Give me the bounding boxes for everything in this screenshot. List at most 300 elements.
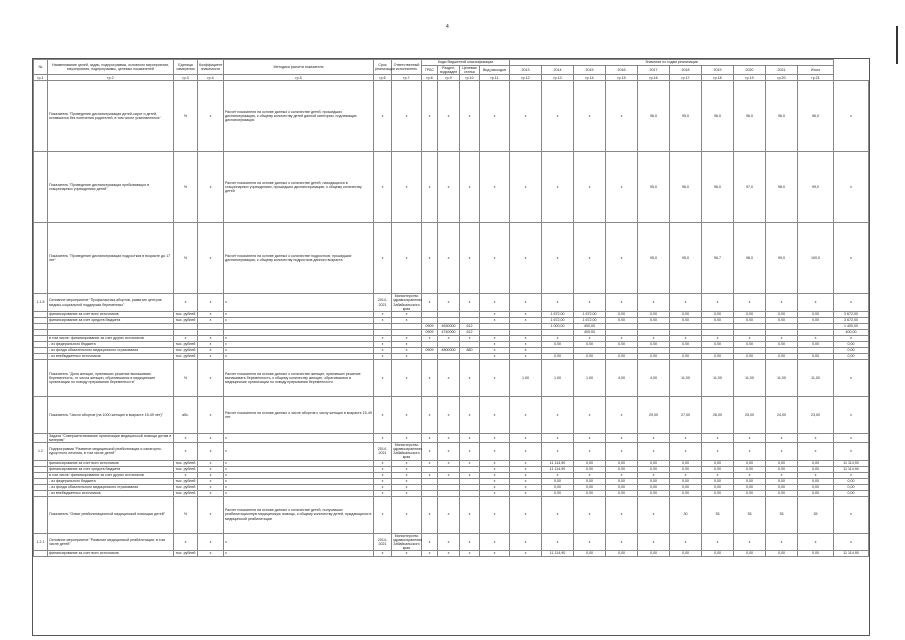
cell-term: х [374,484,392,490]
cell-value: х [734,533,766,551]
cell-value: х [510,396,542,433]
cell-name: финансирование за счет всех источников [48,311,174,317]
cell-value: 1 400,00 [834,323,869,329]
cell-name: в том числе: финансирование за счет других источников [48,335,174,341]
cell-c4: х [480,433,510,442]
cell-c1: х [422,433,438,442]
cell-c2: 4630000 [438,323,460,329]
cell-value: 0,00 [670,317,702,323]
cell-value: 0,00 [766,466,798,472]
cell-resp: х [392,484,422,490]
cell-value: х [542,533,574,551]
cell-value: 1 000,00 [542,323,574,329]
cell-resp: х [392,317,422,323]
cell-c1: х [422,396,438,433]
cell-method: х [224,478,374,484]
table-row [34,81,869,152]
column-number-cell: гр.16 [638,75,670,81]
cell-c4: х [480,472,510,478]
column-number-cell: гр.10 [460,75,480,81]
cell-value: 0,00 [606,311,638,317]
header-cell: 2017 [638,66,670,75]
cell-resp: Министерство здравоохранения Забайкальского края [393,533,423,550]
cell-c1: х [422,551,438,557]
cell-value: 0,00 [702,466,734,472]
cell-value: х [834,223,869,294]
cell-no [34,496,48,533]
cell-c1: 0909 [422,347,438,353]
cell-value: х [574,335,606,341]
cell-value: х [638,335,670,341]
cell-value: х [510,335,542,341]
cell-value: 0,00 [574,490,606,496]
cell-value: 11 114,90 [542,466,574,472]
cell-value: х [510,533,542,551]
column-number-cell: гр.12 [510,75,542,81]
cell-value: х [574,294,606,312]
cell-value: х [834,359,869,396]
cell-value: х [542,443,574,461]
table-body [34,81,869,557]
header-cell: Вид расходов [480,66,510,75]
cell-c4: х [480,359,510,396]
cell-method: х [224,341,374,347]
cell-value: 1,00 [542,359,574,396]
cell-value: 0,00 [606,551,638,557]
cell-value: 0,00 [798,551,834,557]
cell-value: 0,00 [766,353,798,359]
cell-value: х [834,433,869,442]
cell-c4: х [480,353,510,359]
cell-c1: х [422,472,438,478]
cell-value: 0,00 [834,484,869,490]
cell-c4: х [480,311,510,317]
cell-method: х [224,294,374,312]
cell-value: 0,00 [606,484,638,490]
cell-method: Расчет показателя на основе данных о количестве детей, находящихся в стационарных учреждениях, прошедших диспансеризацию, к общему количеству детей [224,152,374,223]
cell-value: 0,00 [834,341,869,347]
cell-value: 0,00 [702,353,734,359]
cell-value: х [510,466,542,472]
cell-name: - из федерального бюджета [48,478,174,484]
cell-value: х [510,341,542,347]
cell-value: х [574,443,606,461]
cell-value: х [766,472,798,478]
cell-c4: х [480,317,510,323]
cell-value: 0,00 [798,484,834,490]
cell-value: 29,00 [638,396,670,433]
cell-value: 98,0 [766,152,798,223]
cell-term: х [374,396,392,433]
cell-value: 0,00 [638,484,670,490]
cell-value: х [542,433,574,442]
cell-resp: х [392,311,422,317]
cell-method: Расчет показателя на основе данных о количестве детей, прошедших диспансеризацию, к общему количеству детей данной категории, подлежащих диспансеризации [224,81,374,152]
cell-value: 11 114,90 [834,460,869,466]
header-cell: 2021 [766,66,798,75]
cell-value: 99,0 [798,152,834,223]
header-cell: Целевая статья [460,66,480,75]
cell-value: х [510,294,542,312]
cell-c2: х [438,496,460,533]
cell-no: 1.2 [34,443,48,461]
column-number-cell: гр.3 [174,75,198,81]
cell-c2: х [438,223,460,294]
cell-value: х [510,460,542,466]
cell-value: 0,00 [834,490,869,496]
cell-resp: х [392,551,422,557]
cell-c3: 612 [460,323,480,329]
cell-name: Показатель "Проведение диспансеризации детей-сирот и детей, оставшихся без попечения родителей, в том числе усыновленных" [48,81,174,152]
cell-no: 1.2.1 [34,533,48,551]
cell-value: 95,0 [638,223,670,294]
column-number-cell: гр.19 [734,75,766,81]
table-row [34,433,869,442]
cell-c3: х [460,223,480,294]
cell-value: х [798,533,834,551]
cell-c4: х [480,496,510,533]
cell-value: 4,00 [606,359,638,396]
cell-value: 11 114,90 [834,551,869,557]
cell-name: в том числе: финансирование за счет других источников [48,472,174,478]
cell-term: х [374,433,392,442]
cell-value: х [734,433,766,442]
cell-name: - из внебюджетных источников [48,353,174,359]
cell-value: х [638,294,670,312]
cell-value: х [734,472,766,478]
cell-value: х [542,152,574,223]
table-row [34,551,869,557]
cell-value: 96,0 [702,81,734,152]
cell-value: х [606,396,638,433]
cell-coef: х [198,466,224,472]
cell-c4: х [480,466,510,472]
cell-no [34,223,48,294]
cell-value: х [734,443,766,461]
cell-method: х [224,472,374,478]
header-cell: Коэффициент значимости [198,60,224,75]
cell-unit: х [174,533,198,551]
cell-value: 0,00 [542,478,574,484]
cell-value: х [834,443,869,461]
cell-c3: х [460,152,480,223]
header-cell: 2014 [542,66,574,75]
cell-value: 11,00 [734,359,766,396]
cell-c3: х [460,533,480,551]
header-cell: Коды бюджетной классификации [422,60,510,66]
cell-value: х [510,353,542,359]
cell-value: х [670,533,702,551]
cell-value: 99,0 [766,223,798,294]
cell-value: 1 672,00 [542,311,574,317]
cell-value: 0,00 [734,353,766,359]
cell-value: 4,00 [638,359,670,396]
cell-c1: х [422,359,438,396]
cell-value: х [798,472,834,478]
cell-value: 0,00 [702,317,734,323]
cell-value: х [702,472,734,478]
cell-value: 0,00 [702,484,734,490]
cell-value: х [606,443,638,461]
cell-value: 0,00 [670,466,702,472]
cell-value: 0,00 [766,317,798,323]
cell-value: х [798,294,834,312]
cell-value: х [510,443,542,461]
cell-c4: х [480,460,510,466]
cell-value: 0,00 [606,460,638,466]
cell-c2: х [438,460,460,466]
cell-value: 0,00 [766,460,798,466]
cell-value: х [670,433,702,442]
cell-resp: х [392,335,422,341]
cell-value: 96,0 [798,81,834,152]
cell-coef: х [198,317,224,323]
header-cell: 2013 [510,66,542,75]
cell-c1: х [422,533,438,551]
cell-c4: х [480,294,510,312]
cell-value: 35 [702,496,734,533]
cell-no [34,433,48,442]
column-number-cell: гр.14 [574,75,606,81]
cell-term: х [374,466,392,472]
cell-method: Расчет показателя на основе данных о числе абортов к числу женщин в возрасте 15-49 лет [224,396,374,433]
cell-value: х [702,294,734,312]
cell-method: х [224,335,374,341]
cell-resp: х [392,223,422,294]
cell-value: х [510,490,542,496]
cell-value: х [702,433,734,442]
cell-value: 0,00 [734,317,766,323]
cell-value: 0,00 [734,551,766,557]
cell-unit: тыс. рублей [174,484,198,490]
cell-value: 23,00 [798,396,834,433]
cell-c3: х [460,396,480,433]
cell-resp: Министерство здравоохранения Забайкальского края [393,294,423,311]
cell-term: х [374,359,392,396]
cell-value: х [766,294,798,312]
cell-c4: х [480,335,510,341]
cell-value: х [638,433,670,442]
cell-value: х [702,533,734,551]
cell-c3: 880 [460,347,480,353]
cell-value: 11 114,90 [542,551,574,557]
cell-term: х [374,347,392,353]
cell-value: 96,7 [702,223,734,294]
program-table [33,59,869,557]
cell-c4: х [480,484,510,490]
cell-unit: тыс. рублей [174,460,198,466]
header-cell: Ответственный исполнитель [392,60,422,75]
cell-value: 96,0 [734,81,766,152]
cell-method: х [224,490,374,496]
cell-value: 0,00 [542,341,574,347]
table-row [34,533,869,551]
cell-resp: х [392,433,422,442]
table-row [34,443,869,461]
cell-value: 0,00 [574,478,606,484]
cell-method: Расчет показателя на основе данных о количестве подростков, прошедших диспансеризацию, к общему количеству подростков данного возраста [224,223,374,294]
column-number-cell: гр.2 [48,75,174,81]
cell-c1: 0909 [422,323,438,329]
cell-value: 0,00 [766,478,798,484]
cell-coef: х [198,152,224,223]
cell-resp: х [392,347,422,353]
cell-term: х [374,341,392,347]
cell-term: х [374,81,392,152]
cell-c2: 4740000 [438,329,460,335]
cell-value: 0,00 [638,478,670,484]
cell-value: х [542,223,574,294]
cell-term: х [374,478,392,484]
page-edge [896,26,898,64]
cell-method: х [224,443,374,461]
cell-value: 96,0 [638,81,670,152]
cell-method: х [224,353,374,359]
cell-c2: х [438,294,460,312]
cell-c3: х [460,359,480,396]
cell-value: 1 672,00 [574,311,606,317]
column-number-cell: гр.7 [392,75,422,81]
cell-resp: х [392,478,422,484]
cell-value: 0,00 [798,490,834,496]
cell-resp: х [392,460,422,466]
cell-method: х [224,317,374,323]
cell-method: х [224,551,374,557]
cell-unit: тыс. рублей [174,466,198,472]
column-number-cell: гр.17 [670,75,702,81]
cell-c4: х [480,478,510,484]
cell-method: х [224,311,374,317]
cell-c4: х [480,396,510,433]
cell-value: х [834,294,869,312]
cell-value: 0,00 [606,317,638,323]
cell-value: 0,00 [670,484,702,490]
cell-value: х [542,472,574,478]
cell-value: х [510,484,542,490]
cell-value: х [606,152,638,223]
cell-value: 0,00 [734,311,766,317]
cell-value: х [798,433,834,442]
cell-c3: х [460,81,480,152]
header-cell: Наименование целей, задач, подпрограммы, основного мероприятия, мероприятия, подпрограммы, целевых показателей [48,60,174,75]
cell-value: х [834,496,869,533]
cell-name: Подпрограмма "Развитие медицинской реабилитации и санаторно-курортного лечения, в том числе детей" [48,443,174,461]
cell-c4: х [480,81,510,152]
cell-coef: х [198,311,224,317]
cell-c1: х [422,223,438,294]
cell-value: 0,00 [670,490,702,496]
cell-value: х [606,294,638,312]
cell-name: финансирование за счет всех источников [48,551,174,557]
cell-value: 0,00 [798,353,834,359]
cell-value: 0,00 [574,341,606,347]
cell-value: х [542,81,574,152]
cell-value: 0,00 [574,353,606,359]
cell-value: 0,00 [766,551,798,557]
cell-value: 0,00 [798,466,834,472]
cell-name: Показатель "Охват реабилитационной медицинской помощью детей" [48,496,174,533]
cell-value: 0,00 [734,341,766,347]
cell-value: х [606,472,638,478]
cell-term: х [374,317,392,323]
cell-value: х [766,335,798,341]
cell-c1: х [422,496,438,533]
cell-value: х [542,496,574,533]
cell-resp: Министерство здравоохранения Забайкальского края [393,443,423,460]
cell-c3: х [460,460,480,466]
cell-no [34,359,48,396]
cell-method: х [224,433,374,442]
cell-c1: х [422,460,438,466]
cell-term: х [374,353,392,359]
header-cell: 2015 [574,66,606,75]
cell-value: х [606,81,638,152]
cell-value: х [638,472,670,478]
cell-term: х [374,472,392,478]
cell-value: х [638,533,670,551]
cell-c4: х [480,533,510,551]
cell-term: х [374,496,392,533]
cell-value: 11,00 [766,359,798,396]
cell-value: 0,00 [766,484,798,490]
cell-c4: х [480,223,510,294]
cell-c2: х [438,551,460,557]
cell-term: 2014-2021 [374,294,392,312]
cell-c3: х [460,433,480,442]
cell-name: - из фонда обязательного медицинского страхования [48,347,174,353]
cell-value: 0,00 [734,478,766,484]
column-number-cell: гр.4 [198,75,224,81]
cell-coef: х [198,341,224,347]
cell-resp: х [392,466,422,472]
cell-name: - из внебюджетных источников [48,490,174,496]
cell-value: 0,00 [702,478,734,484]
cell-value: х [510,478,542,484]
cell-unit: х [174,433,198,442]
cell-coef: х [198,359,224,396]
cell-unit: х [174,294,198,312]
table-row [34,359,869,396]
cell-c3: х [460,472,480,478]
cell-name: Показатель "Проведение диспансеризации подростков в возрасте до 17 лет" [48,223,174,294]
cell-value: 25,00 [734,396,766,433]
cell-c2: х [438,472,460,478]
header-cell: Значения по годам реализации [510,60,834,66]
cell-value: х [574,396,606,433]
cell-no [34,152,48,223]
cell-value: 0,00 [606,353,638,359]
cell-value: 0,00 [542,484,574,490]
cell-value: 0,00 [542,490,574,496]
cell-coef: х [198,335,224,341]
cell-value: х [766,433,798,442]
cell-value: 0,00 [702,551,734,557]
cell-unit: тыс. рублей [174,347,198,353]
cell-resp: х [392,341,422,347]
cell-value: 0,00 [766,311,798,317]
cell-value: 0,00 [574,466,606,472]
cell-value: 0,00 [638,490,670,496]
cell-name: Основное мероприятие "Профилактика абортов, развитие центров медико-социальной поддержки беременных" [48,294,174,312]
cell-name: финансирование за счет средств бюджета [48,317,174,323]
cell-value: х [574,533,606,551]
cell-value: х [702,443,734,461]
cell-c2: х [438,396,460,433]
document-sheet [32,58,870,636]
cell-value: 0,00 [638,460,670,466]
cell-value: 0,00 [734,484,766,490]
cell-resp: х [392,353,422,359]
